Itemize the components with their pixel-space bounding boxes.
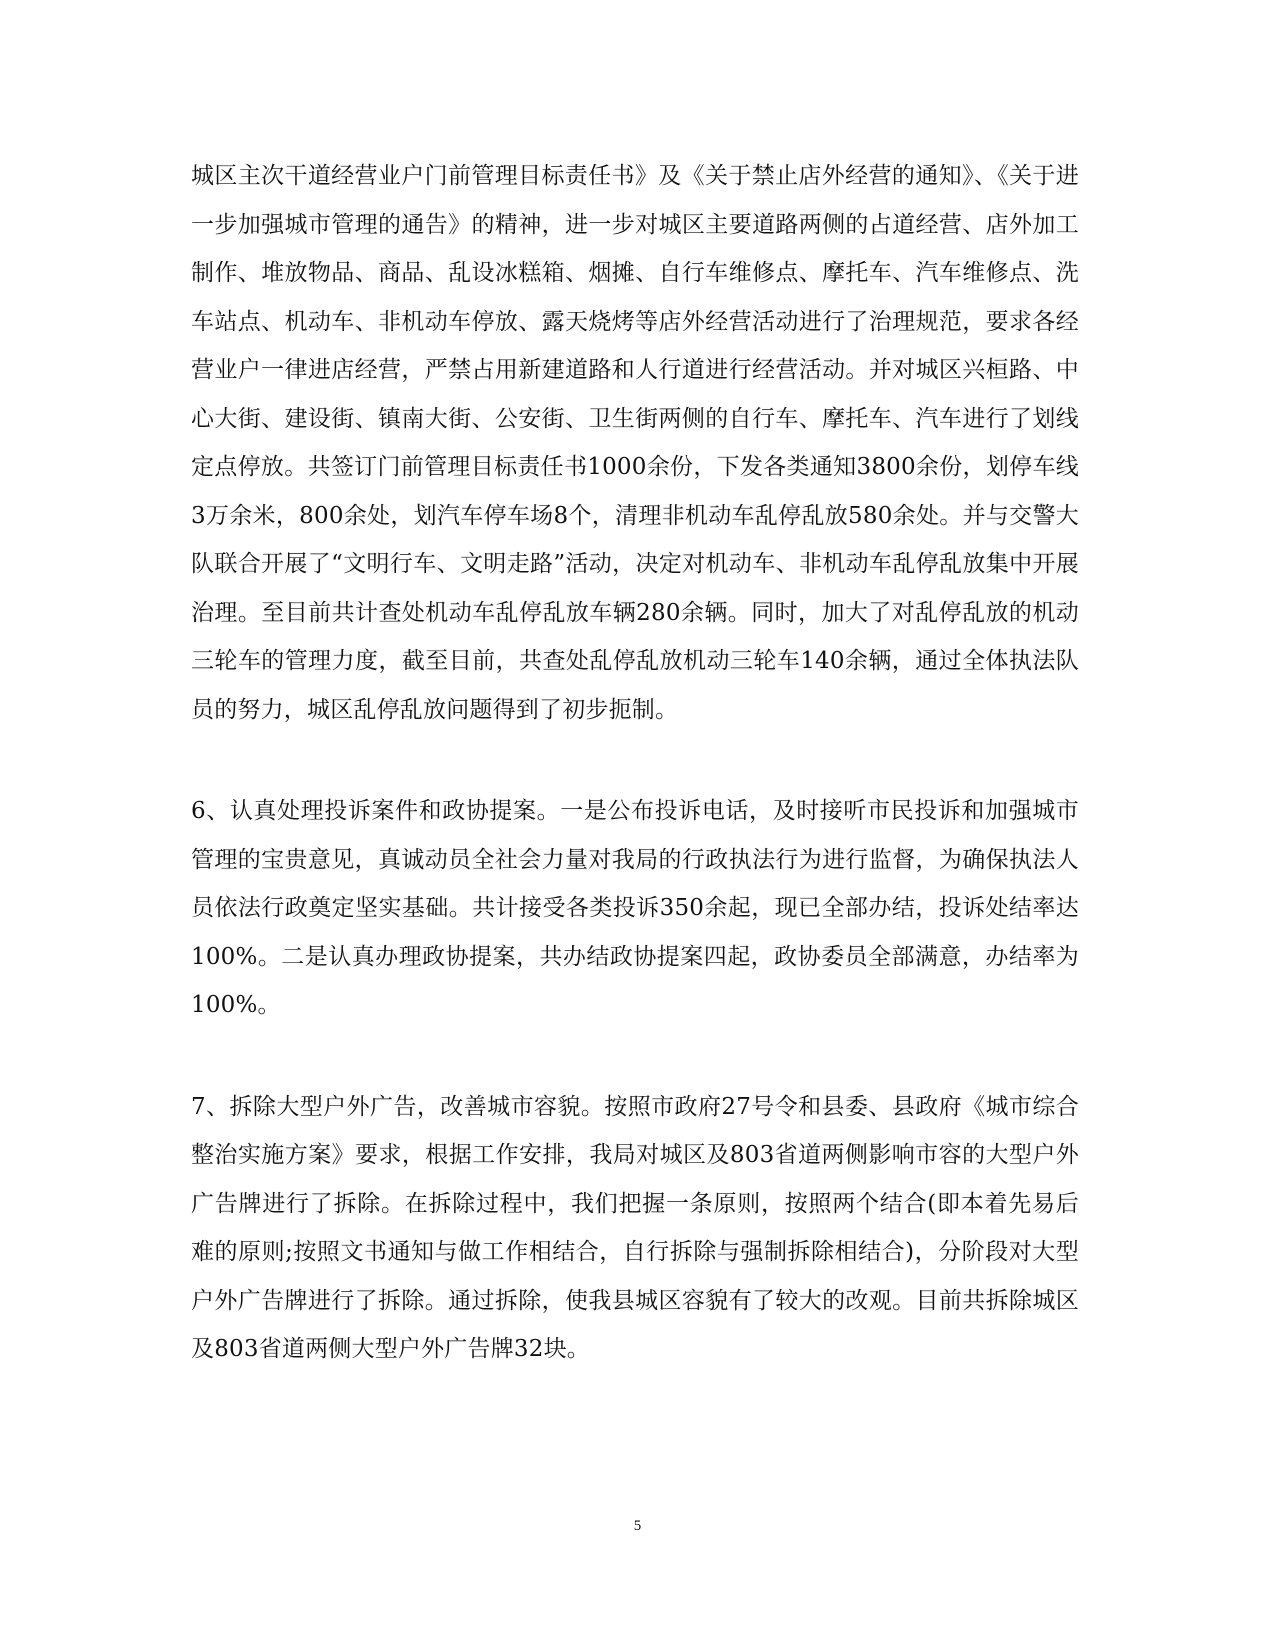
page-number: 5: [633, 1518, 642, 1534]
page-body: [191, 152, 1079, 1374]
paragraph-billboard-removal: 7、拆除大型户外广告，改善城市容貌。按照市政府27号令和县委、县政府《城市综合整治实施方案》要求，根据工作安排，我局对城区及803省道两侧影响市容的大型户外广告牌进行了拆除。在拆除过程中，我们把握一条原则，按照两个结合(即本着先易后难的原则;按照文书通知与做工作相结合，自行拆除与强制拆除相结合)，分阶段对大型户外广告牌进行了拆除。通过拆除，使我县城区容貌有了较大的改观。目前共拆除城区及803省道两侧大型户外广告牌32块。: [191, 1093, 1079, 1362]
paragraph-traffic-management: 城区主次干道经营业户门前管理目标责任书》及《关于禁止店外经营的通知》、《关于进一步加强城市管理的通告》的精神，进一步对城区主要道路两侧的占道经营、店外加工制作、堆放物品、商品、乱设冰糕箱、烟摊、自行车维修点、摩托车、汽车维修点、洗车站点、机动车、非机动车停放、露天烧烤等店外经营活动进行了治理规范，要求各经营业户一律进店经营，严禁占用新建道路和人行道进行经营活动。并对城区兴桓路、中心大街、建设街、镇南大街、公安街、卫生街两侧的自行车、摩托车、汽车进行了划线定点停放。共签订门前管理目标责任书1000余份，下发各类通知3800余份，划停车线3万余米，800余处，划汽车停车场8个，清理非机动车乱停乱放580余处。并与交警大队联合开展了“文明行车、文明走路”活动，决定对机动车、非机动车乱停乱放集中开展治理。至目前共计查处机动车乱停乱放车辆280余辆。同时，加大了对乱停乱放的机动三轮车的管理力度，截至目前，共查处乱停乱放机动三轮车140余辆，通过全体执法队员的努力，城区乱停乱放问题得到了初步扼制。: [191, 163, 1079, 723]
paragraph-complaints-proposals: 6、认真处理投诉案件和政协提案。一是公布投诉电话，及时接听市民投诉和加强城市管理的宝贵意见，真诚动员全社会力量对我局的行政执法行为进行监督，为确保执法人员依法行政奠定坚实基础。共计接受各类投诉350余起，现已全部办结，投诉处结率达100%。二是认真办理政协提案，共办结政协提案四起，政协委员全部满意，办结率为100%。: [191, 798, 1079, 1018]
